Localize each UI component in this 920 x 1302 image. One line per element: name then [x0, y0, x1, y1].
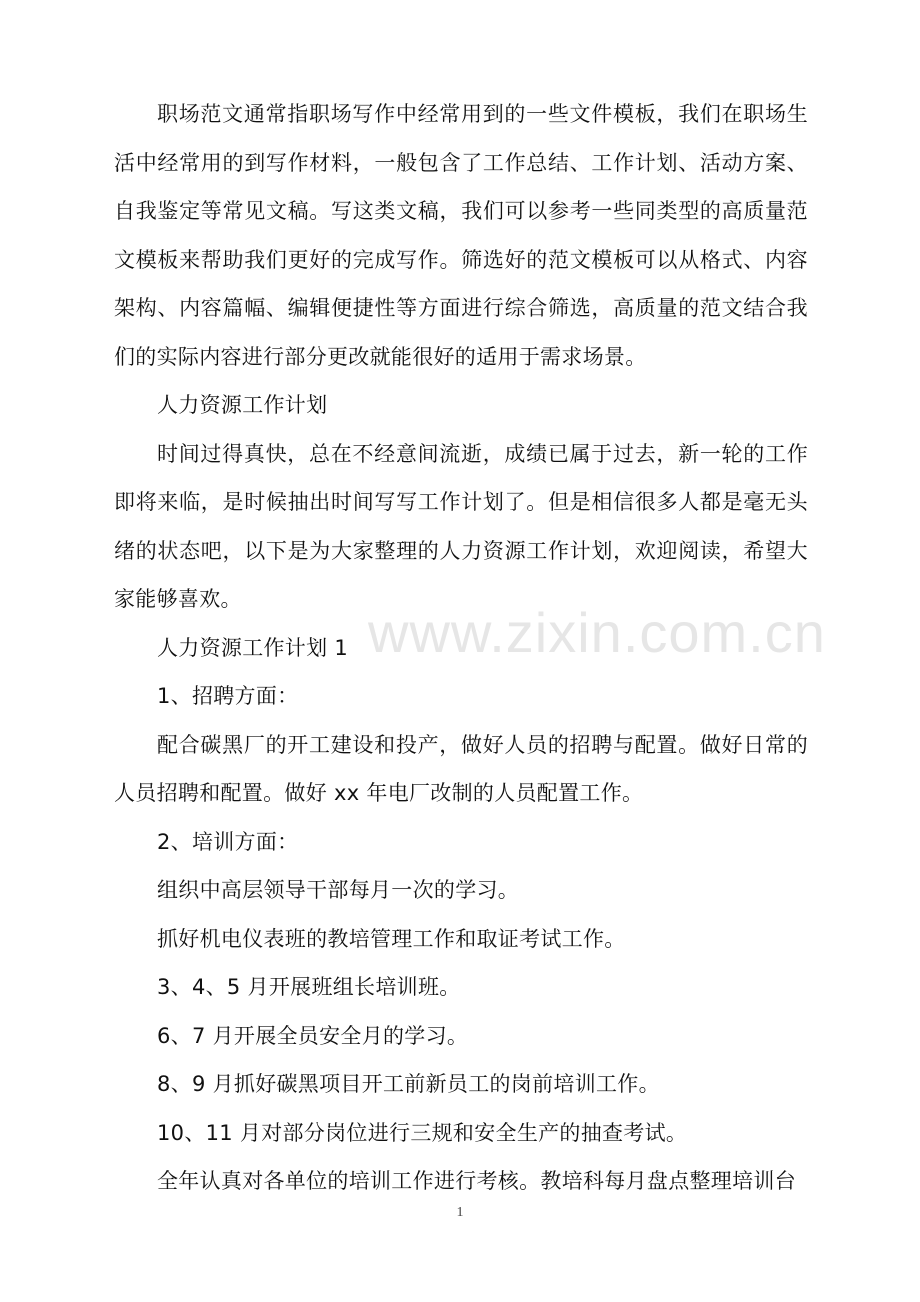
- watermark: www.zixin.com.cn: [368, 601, 826, 664]
- preface-paragraph: 时间过得真快，总在不经意间流逝，成绩已属于过去，新一轮的工作即将来临，是时候抽出时间写写工作计划了。但是相信很多人都是毫无头绪的状态吧，以下是为大家整理的人力资源工作计划，欢迎阅读，希望大家能够喜欢。: [114, 441, 808, 611]
- training-item: 抓好机电仪表班的教培管理工作和取证考试工作。: [157, 926, 626, 951]
- page-number: 1: [456, 1205, 464, 1220]
- training-item: 6、7 月开展全员安全月的学习。: [157, 1023, 469, 1048]
- intro-paragraph: 职场范文通常指职场写作中经常用到的一些文件模板，我们在职场生活中经常用的到写作材料，一般包含了工作总结、工作计划、活动方案、自我鉴定等常见文稿。写这类文稿，我们可以参考一些同类型的高质量范文模板来帮助我们更好的完成写作。筛选好的范文模板可以从格式、内容架构、内容篇幅、编辑便捷性等方面进行综合筛选，高质量的范文结合我们的实际内容进行部分更改就能很好的适用于需求场景。: [114, 102, 808, 369]
- subsection-heading-recruitment: 1、招聘方面：: [157, 684, 299, 708]
- section-heading: 人力资源工作计划 1: [157, 635, 349, 660]
- training-item: 组织中高层领导干部每月一次的学习。: [157, 878, 520, 902]
- subsection-heading-training: 2、培训方面：: [157, 829, 299, 854]
- training-item: 8、9 月抓好碳黑项目开工前新员工的岗前培训工作。: [157, 1072, 660, 1096]
- recruitment-paragraph: 配合碳黑厂的开工建设和投产，做好人员的招聘与配置。做好日常的人员招聘和配置。做好 xx 年电厂改制的人员配置工作。: [114, 732, 808, 805]
- document-body: [114, 90, 808, 1206]
- document-title: 人力资源工作计划: [157, 393, 328, 417]
- training-assessment-paragraph: 全年认真对各单位的培训工作进行考核。教培科每月盘点整理培训台: [157, 1169, 796, 1193]
- training-item: 10、11 月对部分岗位进行三规和安全生产的抽查考试。: [157, 1120, 688, 1145]
- training-item: 3、4、5 月开展班组长培训班。: [157, 975, 461, 999]
